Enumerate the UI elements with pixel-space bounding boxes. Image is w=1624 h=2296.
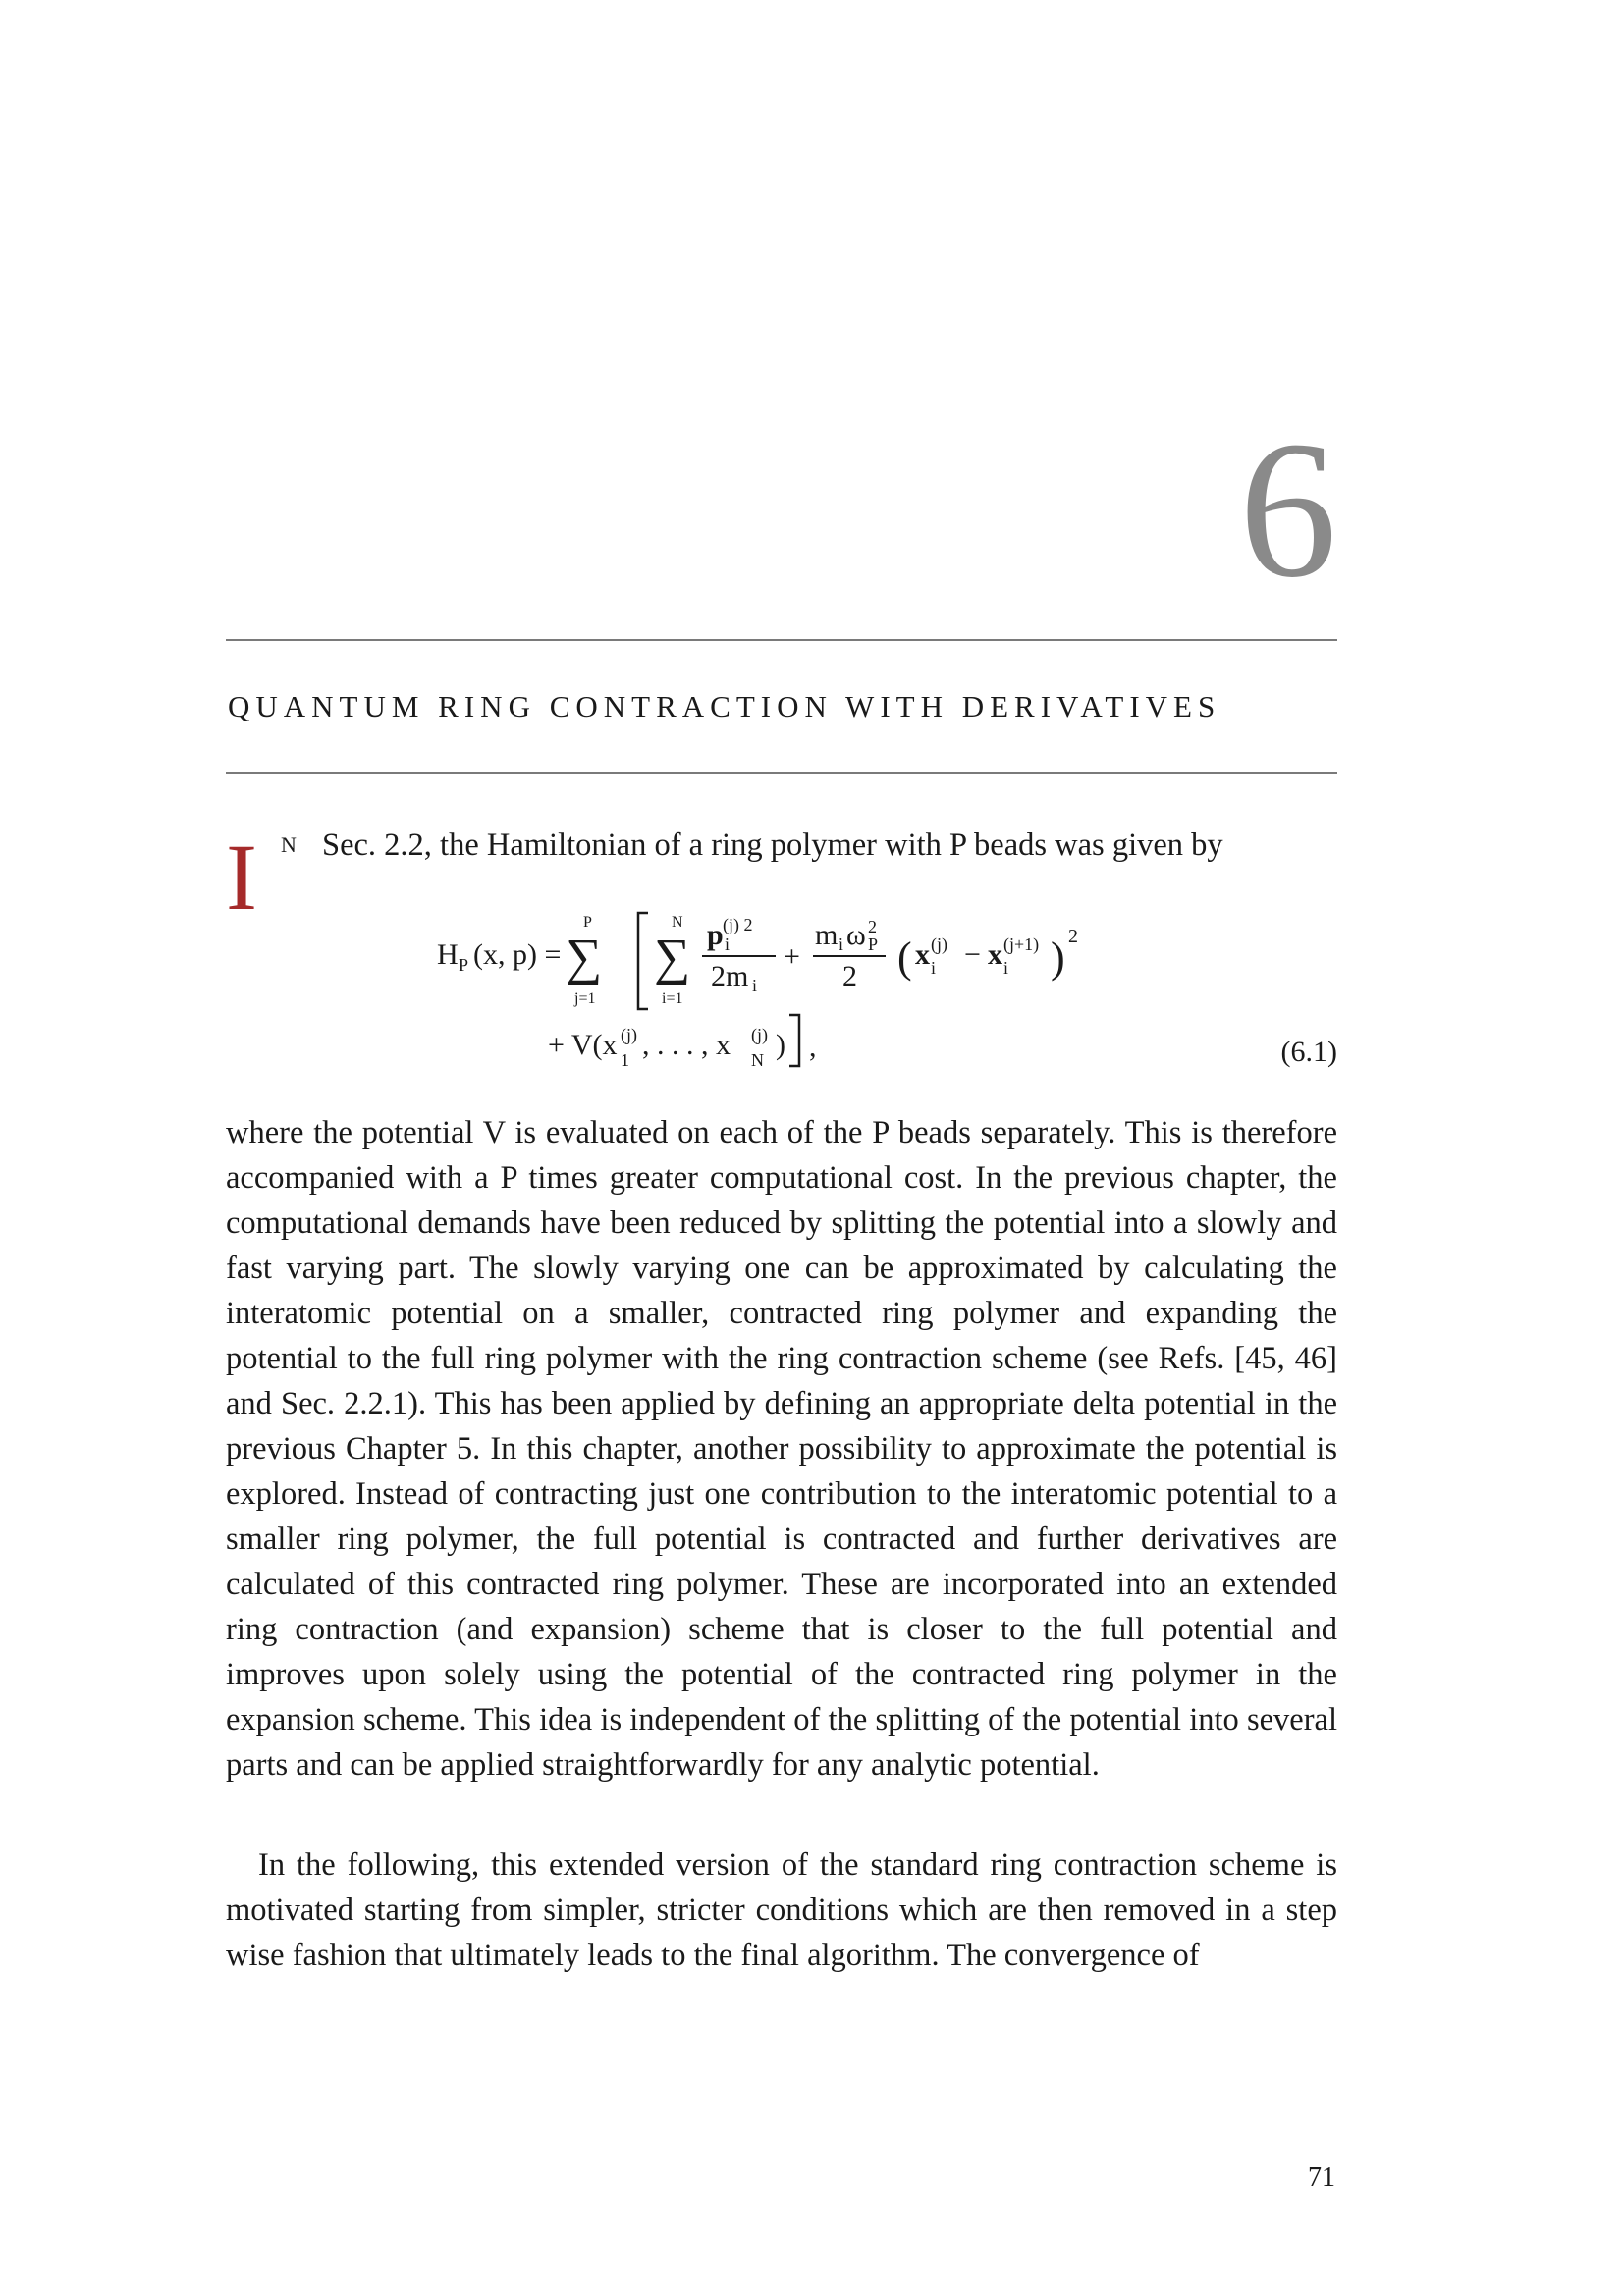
eq-frac2-num-sub: i <box>839 934 844 954</box>
eq-sum-inner-sign: ∑ <box>654 930 691 986</box>
eq-x-j-sup: (j) <box>931 934 947 954</box>
eq-frac2-omega-sub: P <box>868 934 879 954</box>
equation-graphic <box>226 893 1337 1090</box>
chapter-title: QUANTUM RING CONTRACTION WITH DERIVATIVES <box>228 689 1221 723</box>
eq-lhs: H <box>437 938 459 971</box>
eq-bracket-right <box>789 1015 799 1066</box>
chapter-rule-top <box>226 639 1337 641</box>
eq-sum-outer-top: P <box>583 914 592 931</box>
page-number: 71 <box>1308 2163 1335 2193</box>
eq-frac2-omega-sup: 2 <box>868 917 877 936</box>
drop-cap-rest: N <box>281 832 297 857</box>
eq-outer-power: 2 <box>1068 926 1078 947</box>
intro-text: Sec. 2.2, the Hamiltonian of a ring polymer with P beads was given by <box>322 828 1223 863</box>
eq-x-j1: x <box>988 938 1002 971</box>
drop-cap: I <box>226 825 257 930</box>
eq-frac1-num: p <box>707 919 724 951</box>
eq-x-j1-sup: (j+1) <box>1003 934 1040 954</box>
eq-comma: , <box>809 1031 817 1063</box>
eq-line2-supN: (j) <box>751 1025 768 1044</box>
body-paragraph-1: where the potential V is evaluated on each of the P beads separately. This is therefore accompanied with a P times greater computational cost. In the previous chapter, the computational demands have been reduced by splitting the potential into a slowly and fast varying part. The slowly varying one can be approximated by calculating the interatomic potential on a smaller, contracted ring polymer and expanding the potential to the full ring polymer with the ring contraction scheme (see Refs. [45, 46] and Sec. 2.2.1). This has been applied by defining an appropriate delta potential in the previous Chapter 5. In this chapter, another possibility to approximate the potential is explored. Instead of contracting just one contribution to the interatomic potential to a smaller ring polymer, the full potential is contracted and further derivatives are calculated of this contracted ring polymer. These are incorporated into an extended ring contraction (and expansion) scheme that is closer to the full potential and improves upon solely using the potential of the contracted ring polymer in the expansion scheme. This idea is independent of the splitting of the potential into several parts and can be applied straightforwardly for any analytic potential. <box>226 1115 1337 1783</box>
eq-line2-prefix: + V(x <box>548 1029 618 1061</box>
chapter-number: 6 <box>1239 401 1337 618</box>
eq-sum-inner-bottom: i=1 <box>662 990 683 1007</box>
chapter-rule-bottom <box>226 772 1337 774</box>
eq-line2-end: ) <box>776 1029 785 1061</box>
eq-line2-subN: N <box>751 1050 764 1070</box>
eq-line2-sup1: (j) <box>621 1025 637 1044</box>
body-paragraph-2: In the following, this extended version of the standard ring contraction scheme is motivated starting from simpler, stricter conditions which are then removed in a step wise fashion that ultimately leads to the final algorithm. The convergence of <box>226 1847 1337 1973</box>
eq-minus: − <box>964 938 981 971</box>
eq-sum-outer-sign: ∑ <box>566 930 603 986</box>
eq-lhs-sub: P <box>459 955 469 975</box>
eq-frac1-den: 2m <box>711 960 749 992</box>
equation-6-1 <box>226 893 1337 1090</box>
eq-x-j: x <box>915 938 930 971</box>
eq-sum-inner-top: N <box>672 914 683 931</box>
eq-bracket-left <box>638 913 648 1009</box>
eq-x-j1-sub: i <box>1003 958 1009 978</box>
eq-frac2-num: m <box>815 919 839 951</box>
equation-number: (6.1) <box>1280 1036 1337 1068</box>
eq-plus: + <box>784 940 800 973</box>
eq-lhs-args: (x, p) = <box>473 938 562 971</box>
eq-frac1-num-sup: (j) 2 <box>723 915 753 934</box>
eq-line2-mid: , . . . , x <box>642 1029 731 1061</box>
eq-line2-sub1: 1 <box>621 1050 629 1070</box>
eq-frac2-omega: ω <box>846 919 866 951</box>
eq-x-j-sub: i <box>931 958 937 978</box>
eq-frac2-den: 2 <box>842 960 857 992</box>
eq-paren-close: ) <box>1051 934 1065 982</box>
eq-paren-open: ( <box>897 934 912 982</box>
eq-frac1-num-sub: i <box>725 934 731 954</box>
eq-frac1-den-sub: i <box>752 976 758 995</box>
eq-sum-outer-bottom: j=1 <box>574 990 596 1007</box>
